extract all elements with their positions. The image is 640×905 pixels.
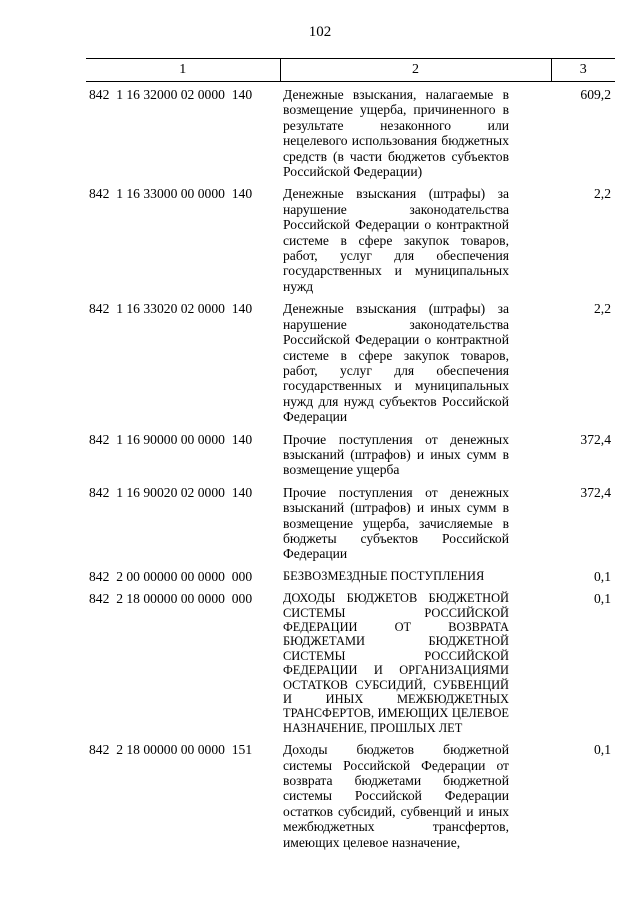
column-header-code: 1 [86,59,280,82]
classification-code: 842 2 00 00000 00 0000 000 [89,568,253,584]
revenue-name: Доходы бюджетов бюджетной системы Российской Федерации от возврата бюджетами бюджетной системы Российской Федерации остатков субсидий, субвенций и иных межбюджетных трансфертов, имеющих целевое назначение, [283,742,509,850]
table-row [86,584,615,735]
classification-code: 842 1 16 90020 02 0000 140 [89,484,253,500]
classification-code: 842 2 18 00000 00 0000 000 [89,591,253,607]
amount-value: 0,1 [594,591,611,607]
classification-code: 842 1 16 33000 00 0000 140 [89,186,253,202]
table-row [86,82,615,180]
amount-value: 2,2 [594,186,611,202]
table-header [86,59,615,82]
amount-value: 609,2 [580,87,611,102]
revenue-name: Прочие поступления от денежных взысканий (штрафов) и иных сумм в возмещение ущерба [283,431,509,478]
classification-code: 842 1 16 33020 02 0000 140 [89,301,253,317]
table-row [86,735,615,850]
revenue-name: Прочие поступления от денежных взысканий (штрафов) и иных сумм в возмещение ущерба, зачисляемые в бюджеты субъектов Российской Федерации [283,484,509,562]
budget-revenue-table [86,58,615,850]
table-row [86,294,615,424]
classification-code: 842 1 16 90000 00 0000 140 [89,431,253,447]
amount-value: 372,4 [580,431,611,447]
revenue-name: БЕЗВОЗМЕЗДНЫЕ ПОСТУПЛЕНИЯ [283,568,485,583]
classification-code: 842 2 18 00000 00 0000 151 [89,742,253,758]
table-row [86,179,615,294]
column-header-name: 2 [280,59,551,82]
page-number: 102 [308,24,332,40]
column-header-amount: 3 [551,59,615,82]
amount-value: 372,4 [580,484,611,500]
revenue-name: Денежные взыскания (штрафы) за нарушение законодательства Российской Федерации о контрактной системе в сфере закупок товаров, работ, услуг для обеспечения государственных и муниципальных нужд для нужд субъектов Российской Федерации [283,301,509,425]
revenue-name: Денежные взыскания (штрафы) за нарушение законодательства Российской Федерации о контрактной системе в сфере закупок товаров, работ, услуг для обеспечения государственных и муниципальных нужд [283,186,509,294]
amount-value: 2,2 [594,301,611,317]
header-row [86,59,615,82]
amount-value: 0,1 [594,742,611,758]
table-row [86,562,615,584]
revenue-name: ДОХОДЫ БЮДЖЕТОВ БЮДЖЕТНОЙ СИСТЕМЫ РОССИЙСКОЙ ФЕДЕРАЦИИ ОТ ВОЗВРАТА БЮДЖЕТАМИ БЮДЖЕТНОЙ СИСТЕМЫ РОССИЙСКОЙ ФЕДЕРАЦИИ И ОРГАНИЗАЦИЯМИ ОСТАТКОВ СУБСИДИЙ, СУБВЕНЦИЙ И ИНЫХ МЕЖБЮДЖЕТНЫХ ТРАНСФЕРТОВ, ИМЕЮЩИХ ЦЕЛЕВОЕ НАЗНАЧЕНИЕ, ПРОШЛЫХ ЛЕТ [283,591,509,735]
table-row [86,425,615,478]
table-row [86,478,615,562]
table-body [86,82,615,851]
amount-value: 0,1 [594,568,611,584]
revenue-name: Денежные взыскания, налагаемые в возмещение ущерба, причиненного в результате незаконного или нецелевого использования бюджетных средств (в части бюджетов субъектов Российской Федерации) [283,87,509,180]
classification-code: 842 1 16 32000 02 0000 140 [89,87,253,102]
